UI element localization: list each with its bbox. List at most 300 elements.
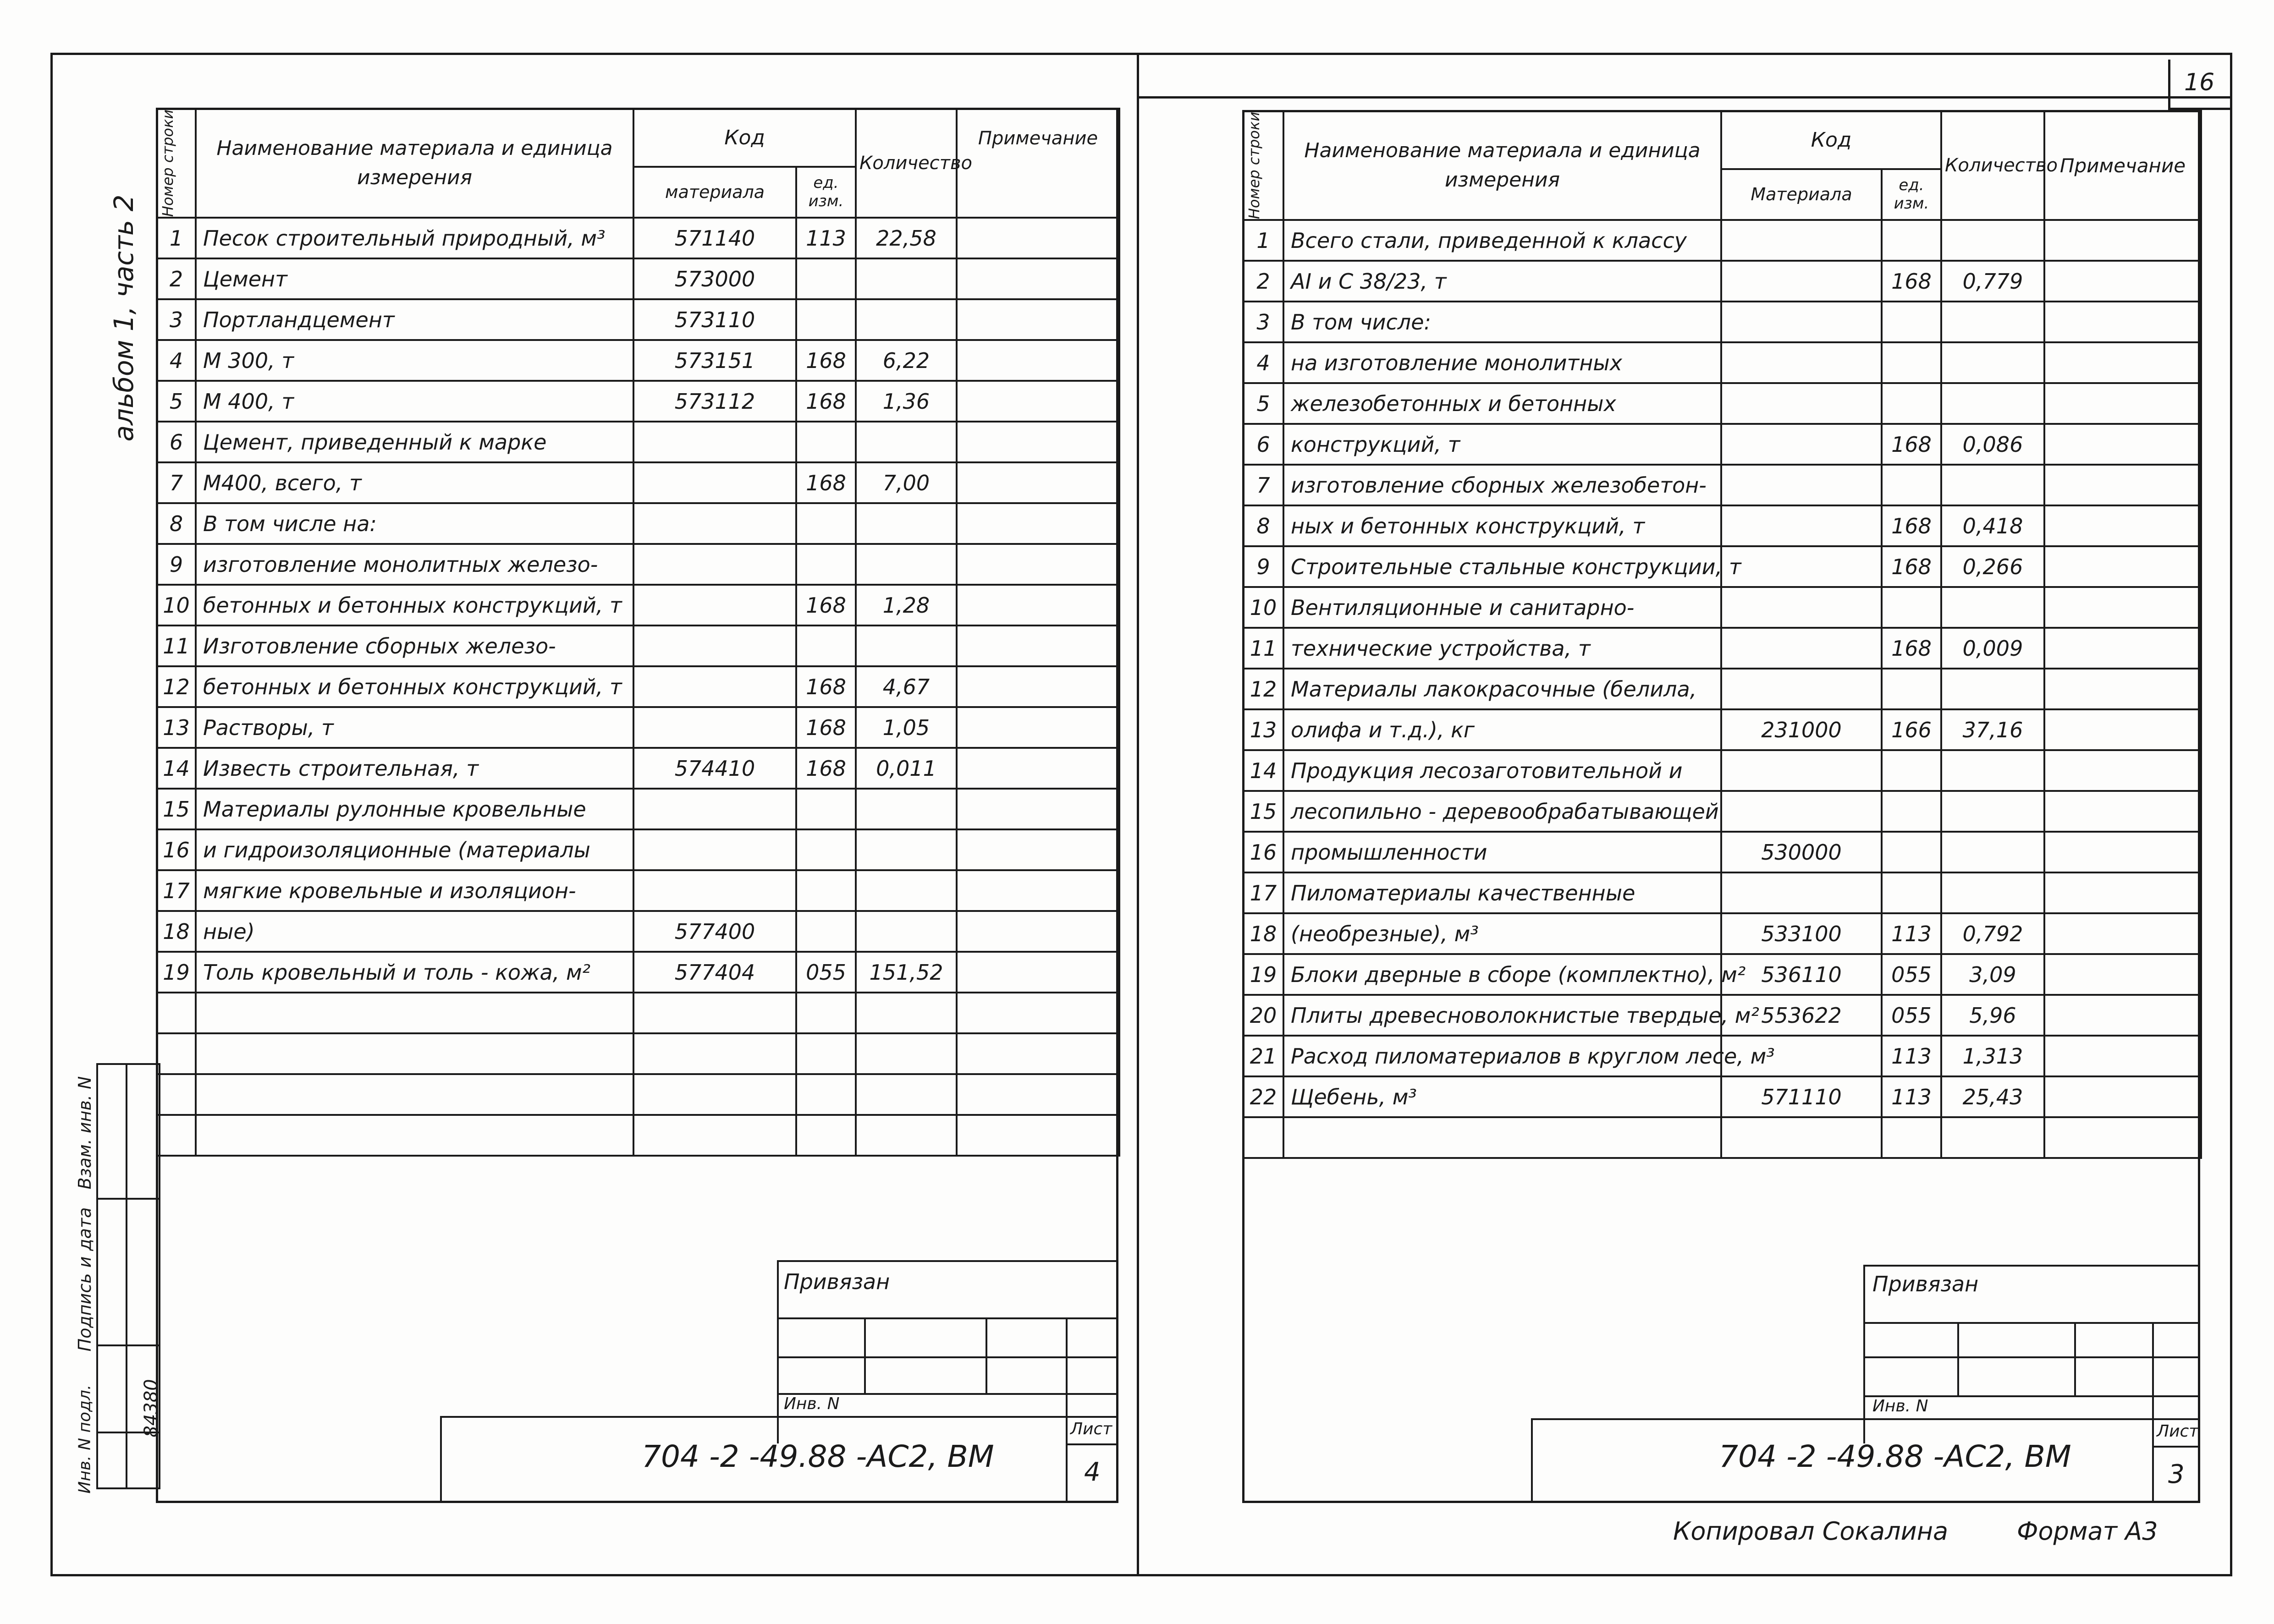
table-row bbox=[1243, 832, 2201, 872]
row-qty bbox=[1941, 669, 2044, 709]
row-qty: 5,96 bbox=[1941, 995, 2044, 1036]
row-note bbox=[2044, 995, 2201, 1036]
row-name: Блоки дверные в сборе (комплектно), м² bbox=[1283, 954, 1721, 995]
table-row bbox=[157, 422, 1119, 462]
row-code: 577400 bbox=[633, 911, 796, 952]
row-name: Растворы, т bbox=[196, 707, 633, 748]
row-number: 13 bbox=[157, 707, 196, 748]
empty-cell bbox=[157, 1115, 196, 1156]
row-code bbox=[1721, 220, 1882, 261]
row-note bbox=[2044, 709, 2201, 750]
row-number: 16 bbox=[1243, 832, 1283, 872]
table-row bbox=[1243, 587, 2201, 628]
row-number: 5 bbox=[1243, 383, 1283, 424]
row-code bbox=[1721, 872, 1882, 913]
row-note bbox=[957, 503, 1119, 544]
row-number: 5 bbox=[157, 381, 196, 422]
right-stamp-designation: 704 -2 -49.88 -АС2, ВМ bbox=[1719, 1439, 2071, 1474]
table-row bbox=[157, 789, 1119, 829]
table-row bbox=[157, 381, 1119, 422]
empty-cell bbox=[796, 1115, 856, 1156]
table-row bbox=[1243, 872, 2201, 913]
row-note bbox=[2044, 832, 2201, 872]
row-code: 571140 bbox=[633, 218, 796, 258]
row-number: 20 bbox=[1243, 995, 1283, 1036]
row-name: Щебень, м³ bbox=[1283, 1076, 1721, 1117]
row-qty bbox=[1941, 383, 2044, 424]
row-note bbox=[957, 748, 1119, 789]
row-note bbox=[2044, 587, 2201, 628]
row-unit bbox=[1882, 342, 1941, 383]
row-unit: 113 bbox=[1882, 913, 1941, 954]
side-inv-value: 84380 bbox=[141, 1379, 162, 1437]
empty-cell bbox=[633, 1115, 796, 1156]
empty-cell bbox=[196, 993, 633, 1033]
col-row-no: Номер строки bbox=[1243, 111, 1283, 220]
row-note bbox=[2044, 465, 2201, 505]
row-name: М 300, т bbox=[196, 340, 633, 381]
row-name: М400, всего, т bbox=[196, 462, 633, 503]
row-note bbox=[957, 666, 1119, 707]
empty-row bbox=[1243, 1117, 2201, 1158]
table-row bbox=[1243, 465, 2201, 505]
col-name: Наименование материала и единица измерения bbox=[196, 109, 633, 218]
row-number: 2 bbox=[157, 258, 196, 299]
row-note bbox=[2044, 220, 2201, 261]
row-qty bbox=[1941, 342, 2044, 383]
col-unit: ед. изм. bbox=[796, 167, 856, 218]
row-note bbox=[957, 707, 1119, 748]
right-materials-table bbox=[1242, 110, 2202, 1159]
row-qty bbox=[856, 625, 957, 666]
empty-cell bbox=[157, 993, 196, 1033]
binding-label: альбом 1, часть 2 bbox=[108, 194, 139, 442]
row-number: 19 bbox=[157, 952, 196, 993]
row-code bbox=[1721, 669, 1882, 709]
row-note bbox=[957, 381, 1119, 422]
table-row bbox=[1243, 669, 2201, 709]
row-code bbox=[633, 422, 796, 462]
row-qty: 151,52 bbox=[856, 952, 957, 993]
row-unit bbox=[1882, 832, 1941, 872]
row-note bbox=[957, 340, 1119, 381]
row-note bbox=[2044, 913, 2201, 954]
row-unit bbox=[1882, 872, 1941, 913]
row-number: 15 bbox=[157, 789, 196, 829]
row-name: Вентиляционные и санитарно- bbox=[1283, 587, 1721, 628]
row-name: изготовление монолитных железо- bbox=[196, 544, 633, 585]
row-name: АI и С 38/23, т bbox=[1283, 261, 1721, 302]
row-unit bbox=[1882, 791, 1941, 832]
table-row bbox=[157, 462, 1119, 503]
row-code: 571110 bbox=[1721, 1076, 1882, 1117]
row-unit: 168 bbox=[796, 462, 856, 503]
col-material: материала bbox=[633, 167, 796, 218]
row-code bbox=[633, 625, 796, 666]
row-unit bbox=[1882, 669, 1941, 709]
row-number: 13 bbox=[1243, 709, 1283, 750]
row-number: 1 bbox=[157, 218, 196, 258]
row-code bbox=[1721, 302, 1882, 342]
row-code bbox=[1721, 546, 1882, 587]
row-unit: 113 bbox=[796, 218, 856, 258]
col-qty: Количество bbox=[1941, 111, 2044, 220]
empty-row bbox=[157, 1115, 1119, 1156]
row-unit bbox=[796, 625, 856, 666]
row-qty: 0,009 bbox=[1941, 628, 2044, 669]
row-number: 2 bbox=[1243, 261, 1283, 302]
row-name: В том числе: bbox=[1283, 302, 1721, 342]
empty-cell bbox=[856, 993, 957, 1033]
row-number: 17 bbox=[157, 870, 196, 911]
table-row bbox=[157, 870, 1119, 911]
footer-format: Формат А3 bbox=[2017, 1517, 2158, 1546]
row-unit: 055 bbox=[796, 952, 856, 993]
row-name: Пиломатериалы качественные bbox=[1283, 872, 1721, 913]
row-number: 7 bbox=[157, 462, 196, 503]
col-code: Код bbox=[1721, 111, 1941, 169]
row-number: 9 bbox=[1243, 546, 1283, 587]
row-code bbox=[1721, 261, 1882, 302]
left-stamp-inv: Инв. N bbox=[784, 1394, 840, 1413]
side-field-podpis: Подпись и дата bbox=[75, 1207, 95, 1352]
empty-cell bbox=[157, 1074, 196, 1115]
row-number: 18 bbox=[157, 911, 196, 952]
col-material: Материала bbox=[1721, 169, 1882, 220]
left-stamp-sheet-no: 4 bbox=[1084, 1457, 1101, 1487]
row-note bbox=[957, 870, 1119, 911]
empty-cell bbox=[633, 1033, 796, 1074]
empty-cell bbox=[957, 1115, 1119, 1156]
row-note bbox=[2044, 342, 2201, 383]
row-code bbox=[633, 829, 796, 870]
row-code: 574410 bbox=[633, 748, 796, 789]
row-unit bbox=[796, 503, 856, 544]
row-qty bbox=[856, 870, 957, 911]
right-stamp-sheet-no: 3 bbox=[2168, 1459, 2185, 1489]
row-unit: 168 bbox=[1882, 628, 1941, 669]
row-qty bbox=[856, 422, 957, 462]
row-qty: 0,011 bbox=[856, 748, 957, 789]
row-number: 6 bbox=[157, 422, 196, 462]
row-qty bbox=[856, 544, 957, 585]
row-number: 11 bbox=[157, 625, 196, 666]
row-code bbox=[1721, 465, 1882, 505]
empty-cell bbox=[633, 993, 796, 1033]
row-name: Портландцемент bbox=[196, 299, 633, 340]
table-row bbox=[1243, 424, 2201, 465]
row-code bbox=[1721, 628, 1882, 669]
row-note bbox=[2044, 424, 2201, 465]
row-qty bbox=[856, 911, 957, 952]
row-note bbox=[957, 625, 1119, 666]
table-row bbox=[157, 829, 1119, 870]
row-note bbox=[957, 218, 1119, 258]
table-row bbox=[157, 666, 1119, 707]
row-note bbox=[2044, 669, 2201, 709]
row-unit bbox=[796, 870, 856, 911]
row-unit bbox=[1882, 302, 1941, 342]
row-note bbox=[957, 422, 1119, 462]
row-note bbox=[957, 911, 1119, 952]
row-qty: 3,09 bbox=[1941, 954, 2044, 995]
table-row bbox=[157, 911, 1119, 952]
empty-cell bbox=[796, 1033, 856, 1074]
row-number: 6 bbox=[1243, 424, 1283, 465]
row-note bbox=[2044, 750, 2201, 791]
row-unit: 168 bbox=[1882, 505, 1941, 546]
row-note bbox=[957, 585, 1119, 625]
row-name: мягкие кровельные и изоляцион- bbox=[196, 870, 633, 911]
empty-row bbox=[157, 1074, 1119, 1115]
table-row bbox=[157, 544, 1119, 585]
row-name: Песок строительный природный, м³ bbox=[196, 218, 633, 258]
row-number: 14 bbox=[157, 748, 196, 789]
row-unit bbox=[796, 299, 856, 340]
row-name: Строительные стальные конструкции, т bbox=[1283, 546, 1721, 587]
row-unit bbox=[796, 258, 856, 299]
row-qty: 0,266 bbox=[1941, 546, 2044, 587]
page-number: 16 bbox=[2184, 69, 2215, 96]
row-code: 533100 bbox=[1721, 913, 1882, 954]
row-note bbox=[957, 789, 1119, 829]
table-row bbox=[1243, 750, 2201, 791]
row-qty: 0,086 bbox=[1941, 424, 2044, 465]
row-name: Толь кровельный и толь - кожа, м² bbox=[196, 952, 633, 993]
left-stamp-sheet-label: Лист bbox=[1070, 1420, 1112, 1438]
row-qty bbox=[1941, 587, 2044, 628]
table-row bbox=[1243, 505, 2201, 546]
row-unit bbox=[796, 544, 856, 585]
row-qty bbox=[1941, 872, 2044, 913]
row-number: 17 bbox=[1243, 872, 1283, 913]
row-note bbox=[957, 299, 1119, 340]
row-number: 7 bbox=[1243, 465, 1283, 505]
col-row-no: Номер строки bbox=[157, 109, 196, 218]
row-number: 8 bbox=[1243, 505, 1283, 546]
row-qty bbox=[856, 829, 957, 870]
row-note bbox=[2044, 302, 2201, 342]
row-code bbox=[1721, 587, 1882, 628]
row-note bbox=[2044, 628, 2201, 669]
row-number: 21 bbox=[1243, 1036, 1283, 1076]
row-note bbox=[2044, 1076, 2201, 1117]
left-stamp-designation: 704 -2 -49.88 -АС2, ВМ bbox=[642, 1439, 994, 1474]
row-name: бетонных и бетонных конструкций, т bbox=[196, 585, 633, 625]
row-number: 11 bbox=[1243, 628, 1283, 669]
row-name: на изготовление монолитных bbox=[1283, 342, 1721, 383]
row-unit bbox=[796, 829, 856, 870]
row-name: Материалы рулонные кровельные bbox=[196, 789, 633, 829]
row-note bbox=[957, 829, 1119, 870]
row-unit bbox=[796, 422, 856, 462]
table-row bbox=[1243, 791, 2201, 832]
row-code bbox=[1721, 342, 1882, 383]
empty-cell bbox=[796, 1074, 856, 1115]
row-number: 3 bbox=[157, 299, 196, 340]
table-row bbox=[157, 748, 1119, 789]
row-unit: 168 bbox=[796, 666, 856, 707]
row-name: и гидроизоляционные (материалы bbox=[196, 829, 633, 870]
row-code: 231000 bbox=[1721, 709, 1882, 750]
col-note: Примечание bbox=[957, 109, 1119, 218]
row-code: 573112 bbox=[633, 381, 796, 422]
row-code bbox=[633, 707, 796, 748]
row-unit bbox=[1882, 750, 1941, 791]
row-code bbox=[633, 544, 796, 585]
table-row bbox=[1243, 995, 2201, 1036]
empty-row bbox=[157, 993, 1119, 1033]
empty-cell bbox=[957, 1033, 1119, 1074]
table-row bbox=[1243, 954, 2201, 995]
row-qty bbox=[1941, 791, 2044, 832]
row-note bbox=[957, 952, 1119, 993]
row-code bbox=[633, 503, 796, 544]
row-code: 530000 bbox=[1721, 832, 1882, 872]
row-name: Известь строительная, т bbox=[196, 748, 633, 789]
table-row bbox=[1243, 302, 2201, 342]
empty-cell bbox=[196, 1033, 633, 1074]
row-name: М 400, т bbox=[196, 381, 633, 422]
row-unit: 055 bbox=[1882, 995, 1941, 1036]
row-number: 10 bbox=[1243, 587, 1283, 628]
table-row bbox=[157, 625, 1119, 666]
col-name: Наименование материала и единица измерения bbox=[1283, 111, 1721, 220]
row-unit: 168 bbox=[796, 585, 856, 625]
row-qty: 1,36 bbox=[856, 381, 957, 422]
table-row bbox=[157, 503, 1119, 544]
row-qty bbox=[1941, 750, 2044, 791]
row-name: конструкций, т bbox=[1283, 424, 1721, 465]
row-qty: 37,16 bbox=[1941, 709, 2044, 750]
row-code bbox=[1721, 383, 1882, 424]
row-code bbox=[633, 870, 796, 911]
row-qty bbox=[856, 258, 957, 299]
row-name: Изготовление сборных железо- bbox=[196, 625, 633, 666]
table-row bbox=[157, 299, 1119, 340]
left-materials-table bbox=[156, 108, 1120, 1157]
row-unit: 168 bbox=[1882, 546, 1941, 587]
row-unit: 168 bbox=[796, 707, 856, 748]
row-name: технические устройства, т bbox=[1283, 628, 1721, 669]
table-row bbox=[157, 707, 1119, 748]
row-qty: 1,313 bbox=[1941, 1036, 2044, 1076]
row-code bbox=[1721, 505, 1882, 546]
row-name: олифа и т.д.), кг bbox=[1283, 709, 1721, 750]
table-row bbox=[157, 952, 1119, 993]
row-number: 22 bbox=[1243, 1076, 1283, 1117]
row-unit: 168 bbox=[796, 381, 856, 422]
col-unit: ед. изм. bbox=[1882, 169, 1941, 220]
row-qty: 7,00 bbox=[856, 462, 957, 503]
row-code: 573000 bbox=[633, 258, 796, 299]
row-name: Всего стали, приведенной к классу bbox=[1283, 220, 1721, 261]
row-qty bbox=[1941, 465, 2044, 505]
row-qty: 6,22 bbox=[856, 340, 957, 381]
row-unit: 055 bbox=[1882, 954, 1941, 995]
row-note bbox=[957, 544, 1119, 585]
row-qty bbox=[856, 503, 957, 544]
row-name: Плиты древесноволокнистые твердые, м² bbox=[1283, 995, 1721, 1036]
row-number: 14 bbox=[1243, 750, 1283, 791]
row-number: 15 bbox=[1243, 791, 1283, 832]
row-qty: 0,779 bbox=[1941, 261, 2044, 302]
row-qty: 1,28 bbox=[856, 585, 957, 625]
row-code bbox=[633, 789, 796, 829]
col-note: Примечание bbox=[2044, 111, 2201, 220]
right-stamp-inv: Инв. N bbox=[1872, 1397, 1928, 1416]
empty-cell bbox=[856, 1115, 957, 1156]
empty-cell bbox=[957, 993, 1119, 1033]
row-number: 8 bbox=[157, 503, 196, 544]
empty-cell bbox=[196, 1074, 633, 1115]
row-unit bbox=[796, 789, 856, 829]
empty-cell bbox=[856, 1033, 957, 1074]
empty-cell bbox=[1721, 1117, 1882, 1158]
row-qty: 0,792 bbox=[1941, 913, 2044, 954]
row-qty: 25,43 bbox=[1941, 1076, 2044, 1117]
right-stamp-attached: Привязан bbox=[1872, 1272, 1979, 1296]
row-code: 536110 bbox=[1721, 954, 1882, 995]
empty-cell bbox=[157, 1033, 196, 1074]
side-field-vzam: Взам. инв. N bbox=[75, 1076, 95, 1190]
row-unit bbox=[1882, 465, 1941, 505]
row-note bbox=[2044, 261, 2201, 302]
empty-cell bbox=[2044, 1117, 2201, 1158]
table-row bbox=[1243, 1036, 2201, 1076]
row-qty: 22,58 bbox=[856, 218, 957, 258]
row-name: ных и бетонных конструкций, т bbox=[1283, 505, 1721, 546]
row-qty bbox=[856, 299, 957, 340]
row-unit bbox=[1882, 587, 1941, 628]
row-number: 4 bbox=[1243, 342, 1283, 383]
table-row bbox=[157, 258, 1119, 299]
empty-cell bbox=[1243, 1117, 1283, 1158]
row-code: 553622 bbox=[1721, 995, 1882, 1036]
row-unit: 168 bbox=[796, 748, 856, 789]
row-code bbox=[633, 462, 796, 503]
center-fold-line bbox=[1137, 53, 1139, 1576]
row-number: 19 bbox=[1243, 954, 1283, 995]
side-field-inv: Инв. N подл. bbox=[75, 1384, 94, 1494]
row-name: изготовление сборных железобетон- bbox=[1283, 465, 1721, 505]
row-number: 12 bbox=[1243, 669, 1283, 709]
row-qty bbox=[1941, 220, 2044, 261]
row-unit: 113 bbox=[1882, 1076, 1941, 1117]
row-note bbox=[2044, 791, 2201, 832]
row-qty: 0,418 bbox=[1941, 505, 2044, 546]
row-name: Цемент, приведенный к марке bbox=[196, 422, 633, 462]
row-unit: 168 bbox=[1882, 424, 1941, 465]
col-code: Код bbox=[633, 109, 856, 167]
row-name: ные) bbox=[196, 911, 633, 952]
row-unit: 168 bbox=[796, 340, 856, 381]
row-name: Расход пиломатериалов в круглом лесе, м³ bbox=[1283, 1036, 1721, 1076]
row-note bbox=[2044, 954, 2201, 995]
row-name: лесопильно - деревообрабатывающей bbox=[1283, 791, 1721, 832]
row-name: Продукция лесозаготовительной и bbox=[1283, 750, 1721, 791]
row-note bbox=[957, 258, 1119, 299]
row-qty bbox=[1941, 832, 2044, 872]
empty-cell bbox=[633, 1074, 796, 1115]
table-row bbox=[1243, 220, 2201, 261]
left-stamp-attached: Привязан bbox=[784, 1269, 890, 1294]
row-qty: 4,67 bbox=[856, 666, 957, 707]
footer-copied-by: Копировал Сокалина bbox=[1673, 1517, 1949, 1546]
table-row bbox=[1243, 261, 2201, 302]
empty-cell bbox=[856, 1074, 957, 1115]
table-row bbox=[1243, 913, 2201, 954]
